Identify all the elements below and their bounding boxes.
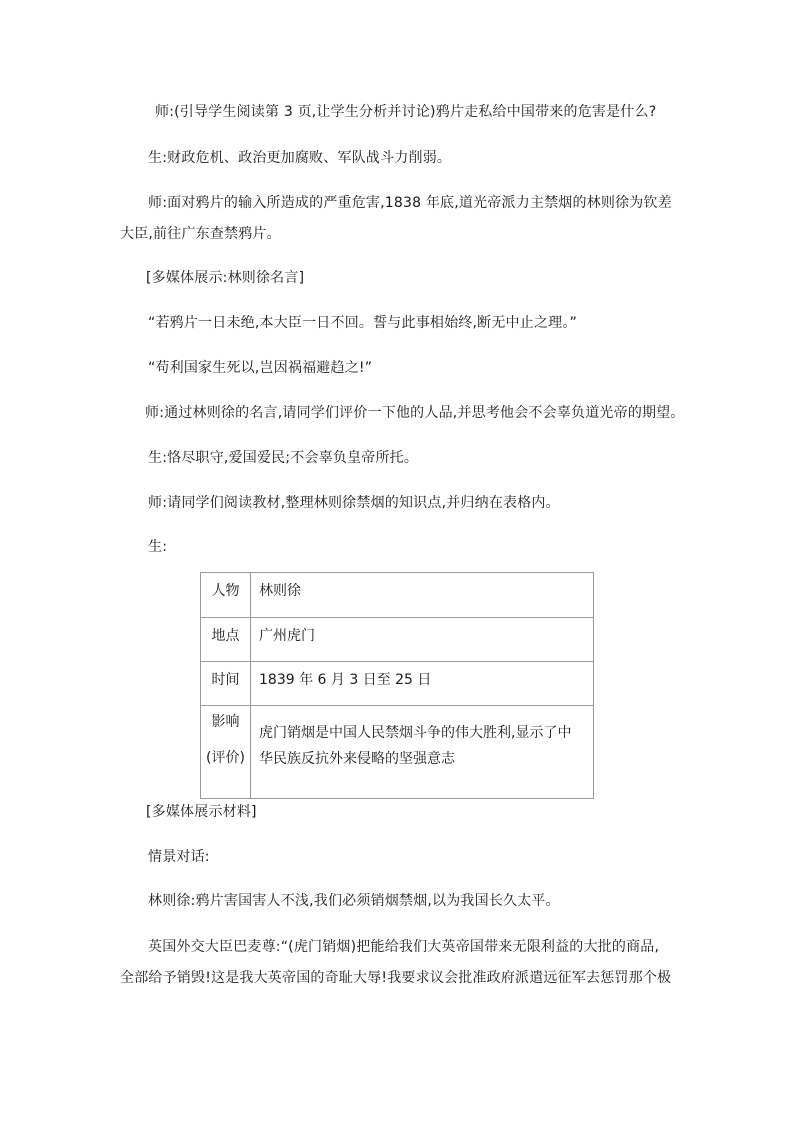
quote-lin-zexu-1: “若鸦片一日未绝,本大臣一日不回。誓与此事相始终,断无中止之理。” (148, 315, 578, 331)
paragraph-palmerston-dialogue: 英国外交大臣巴麦尊:“(虎门销烟)把能给我们大英帝国带来无限利益的大批的商品, (148, 939, 660, 955)
table-value-cell (251, 662, 594, 706)
paragraph-lin-zexu-dialogue: 林则徐:鸦片害国害人不浅,我们必须销烟禁烟,以为我国长久太平。 (148, 893, 560, 909)
row-value-time: 1839 年 6 月 3 日至 25 日 (259, 672, 432, 688)
table-label-cell (201, 662, 251, 706)
row-label-impact (201, 706, 250, 768)
table-label-cell (201, 618, 251, 662)
table-value-cell (251, 706, 594, 799)
row-value-person: 林则徐 (259, 583, 301, 599)
table-row (201, 706, 594, 799)
paragraph-teacher-question-2: 师:通过林则徐的名言,请同学们评价一下他的人品,并思考他会不会辜负道光帝的期望。 (145, 405, 685, 421)
paragraph-student-answer-1: 生:财政危机、政治更加腐败、军队战斗力削弱。 (148, 150, 452, 166)
paragraph-student-label: 生: (148, 539, 168, 555)
table-label-cell (201, 573, 251, 618)
quote-lin-zexu-2: “苟利国家生死以,岂因祸福避趋之!” (148, 360, 373, 376)
paragraph-multimedia-material-heading: [多媒体展示材料] (146, 804, 257, 820)
row-label-place: 地点 (211, 628, 240, 644)
table-value-cell (251, 573, 594, 618)
row-label-person: 人物 (211, 583, 240, 599)
paragraph-multimedia-quote-heading: [多媒体展示:林则徐名言] (146, 270, 305, 286)
paragraph-student-answer-2: 生:恪尽职守,爱国爱民;不会辜负皇帝所托。 (148, 450, 419, 466)
table-row (201, 573, 594, 618)
paragraph-teacher-instruction: 师:请同学们阅读教材,整理林则徐禁烟的知识点,并归纳在表格内。 (148, 495, 560, 511)
row-value-place: 广州虎门 (259, 628, 315, 644)
table-row (201, 662, 594, 706)
row-label-time: 时间 (211, 672, 240, 688)
paragraph-palmerston-dialogue-cont: 全部给予销毁!这是我大英帝国的奇耻大辱!我要求议会批准政府派遣远征军去惩罚那个极 (120, 970, 672, 986)
row-label-impact-line2: (评价) (206, 750, 245, 766)
paragraph-teacher-question-1: 师:(引导学生阅读第 3 页,让学生分析并讨论)鸦片走私给中国带来的危害是什么? (155, 104, 657, 120)
lin-zexu-summary-table (200, 572, 594, 799)
paragraph-teacher-statement-1: 师:面对鸦片的输入所造成的严重危害,1838 年底,道光帝派力主禁烟的林则徐为钦差 (148, 195, 672, 211)
paragraph-scenario-dialogue-label: 情景对话: (148, 849, 210, 865)
paragraph-teacher-statement-1-cont: 大臣,前往广东查禁鸦片。 (120, 226, 281, 242)
table-value-cell (251, 618, 594, 662)
table-row (201, 618, 594, 662)
table-label-cell (201, 706, 251, 799)
row-label-impact-line1: 影响 (211, 714, 240, 730)
row-value-impact: 虎门销烟是中国人民禁烟斗争的伟大胜利,显示了中华民族反抗外来侵略的坚强意志 (259, 725, 572, 767)
